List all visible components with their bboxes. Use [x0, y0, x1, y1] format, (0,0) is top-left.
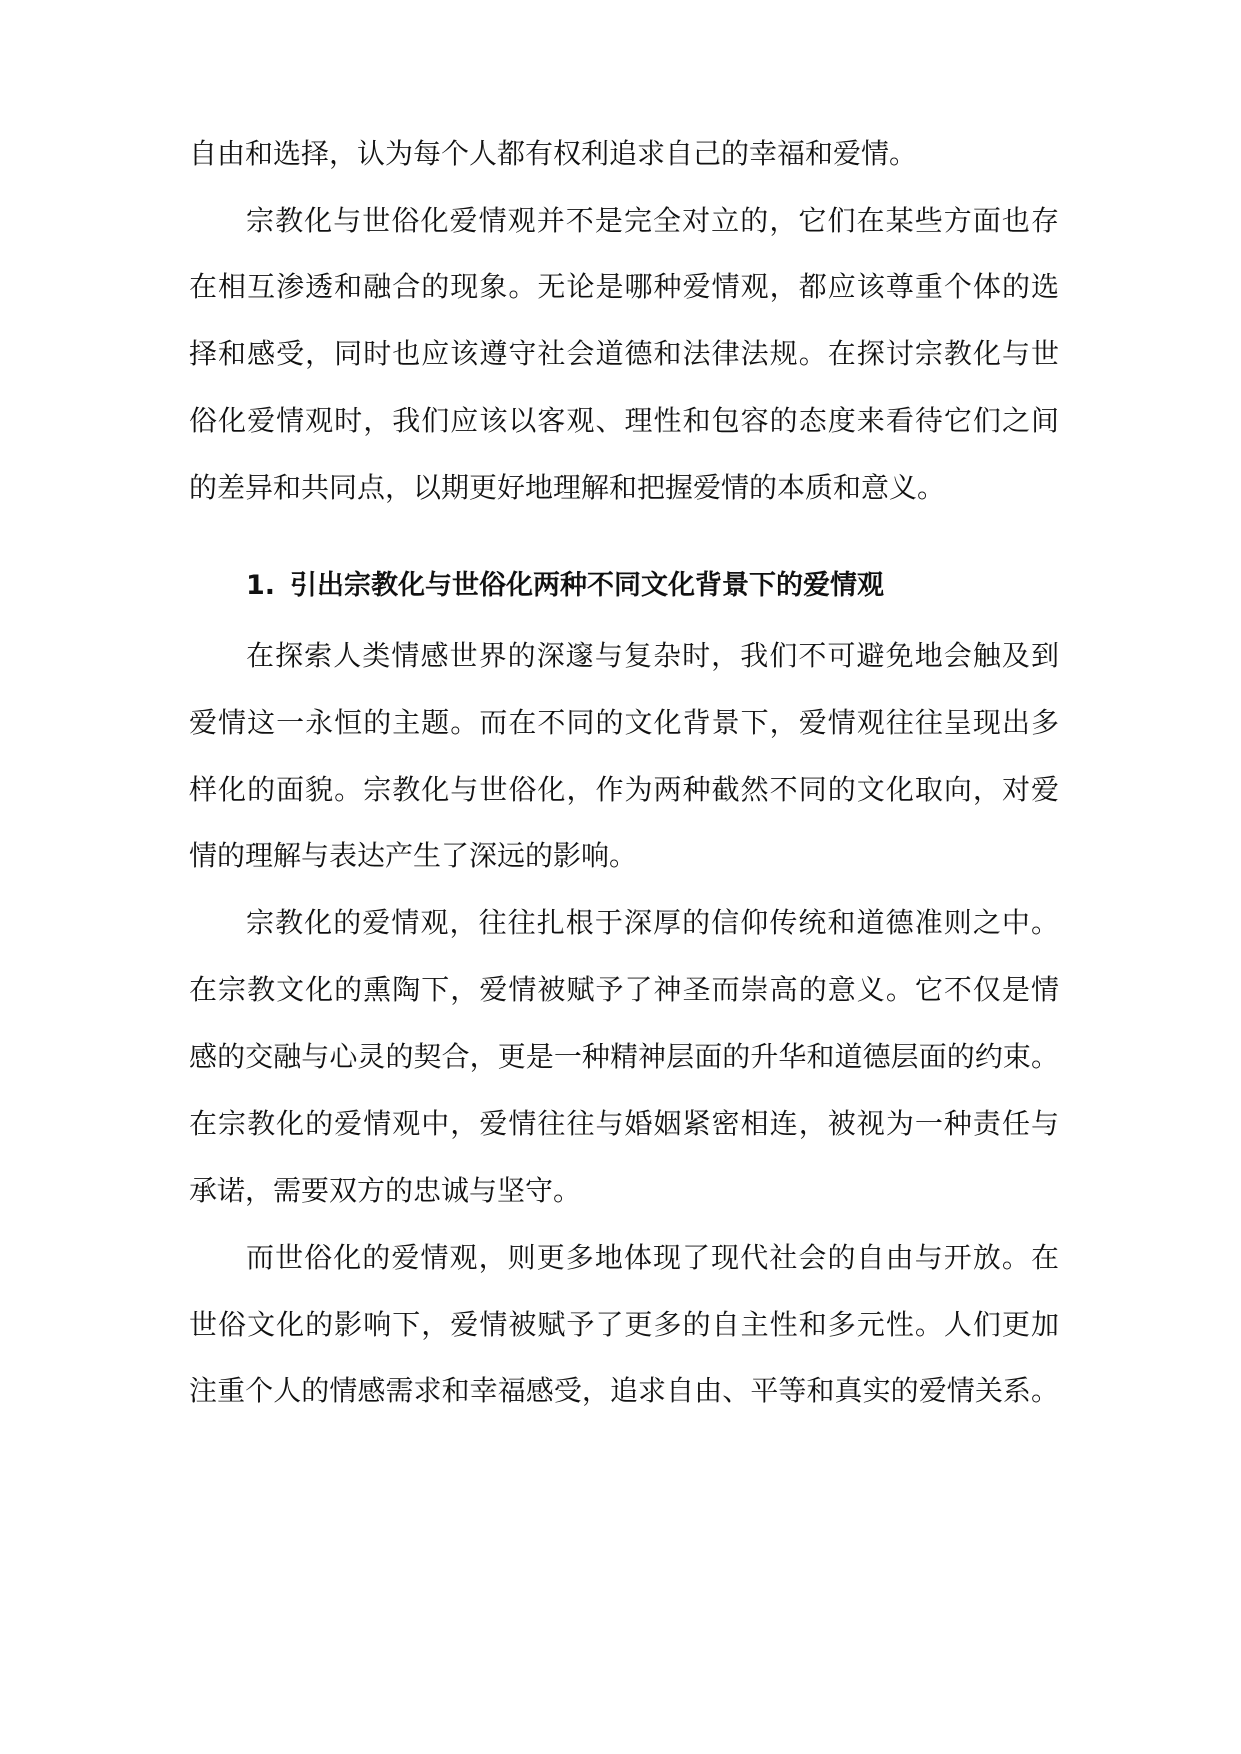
paragraph-4-line-4: 在宗教化的爱情观中，爱情往往与婚姻紧密相连，被视为一种责任与: [189, 1107, 1059, 1140]
paragraph-3-line-4: 情的理解与表达产生了深远的影响。: [189, 839, 638, 872]
paragraph-4-line-3: 感的交融与心灵的契合，更是一种精神层面的升华和道德层面的约束。: [189, 1040, 1059, 1073]
paragraph-3-line-2: 爱情这一永恒的主题。而在不同的文化背景下，爱情观往往呈现出多: [189, 706, 1059, 739]
paragraph-5-line-1: 而世俗化的爱情观，则更多地体现了现代社会的自由与开放。在: [246, 1241, 1059, 1274]
section-heading: [246, 561, 1059, 611]
paragraph-5-line-2: 世俗文化的影响下，爱情被赋予了更多的自主性和多元性。人们更加: [189, 1308, 1059, 1341]
paragraph-3-line-3: 样化的面貌。宗教化与世俗化，作为两种截然不同的文化取向，对爱: [189, 773, 1059, 806]
paragraph-2-line-3: 择和感受，同时也应该遵守社会道德和法律法规。在探讨宗教化与世: [189, 337, 1059, 370]
paragraph-2-line-4: 俗化爱情观时，我们应该以客观、理性和包容的态度来看待它们之间: [189, 404, 1059, 437]
paragraph-1-line-1: 自由和选择，认为每个人都有权利追求自己的幸福和爱情。: [189, 137, 918, 170]
paragraph-2-line-2: 在相互渗透和融合的现象。无论是哪种爱情观，都应该尊重个体的选: [189, 270, 1059, 303]
paragraph-3-line-1: 在探索人类情感世界的深邃与复杂时，我们不可避免地会触及到: [246, 639, 1059, 672]
section-heading-number: 1.: [246, 570, 276, 601]
paragraph-5-line-3: 注重个人的情感需求和幸福感受，追求自由、平等和真实的爱情关系。: [189, 1374, 1059, 1407]
paragraph-4-line-5: 承诺，需要双方的忠诚与坚守。: [189, 1174, 582, 1207]
section-heading-text: 引出宗教化与世俗化两种不同文化背景下的爱情观: [290, 570, 884, 601]
paragraph-4-line-1: 宗教化的爱情观，往往扎根于深厚的信仰传统和道德准则之中。: [246, 906, 1059, 939]
paragraph-2-line-1: 宗教化与世俗化爱情观并不是完全对立的，它们在某些方面也存: [246, 204, 1059, 237]
paragraph-4-line-2: 在宗教文化的熏陶下，爱情被赋予了神圣而崇高的意义。它不仅是情: [189, 973, 1059, 1006]
paragraph-2-line-5: 的差异和共同点，以期更好地理解和把握爱情的本质和意义。: [189, 471, 946, 504]
